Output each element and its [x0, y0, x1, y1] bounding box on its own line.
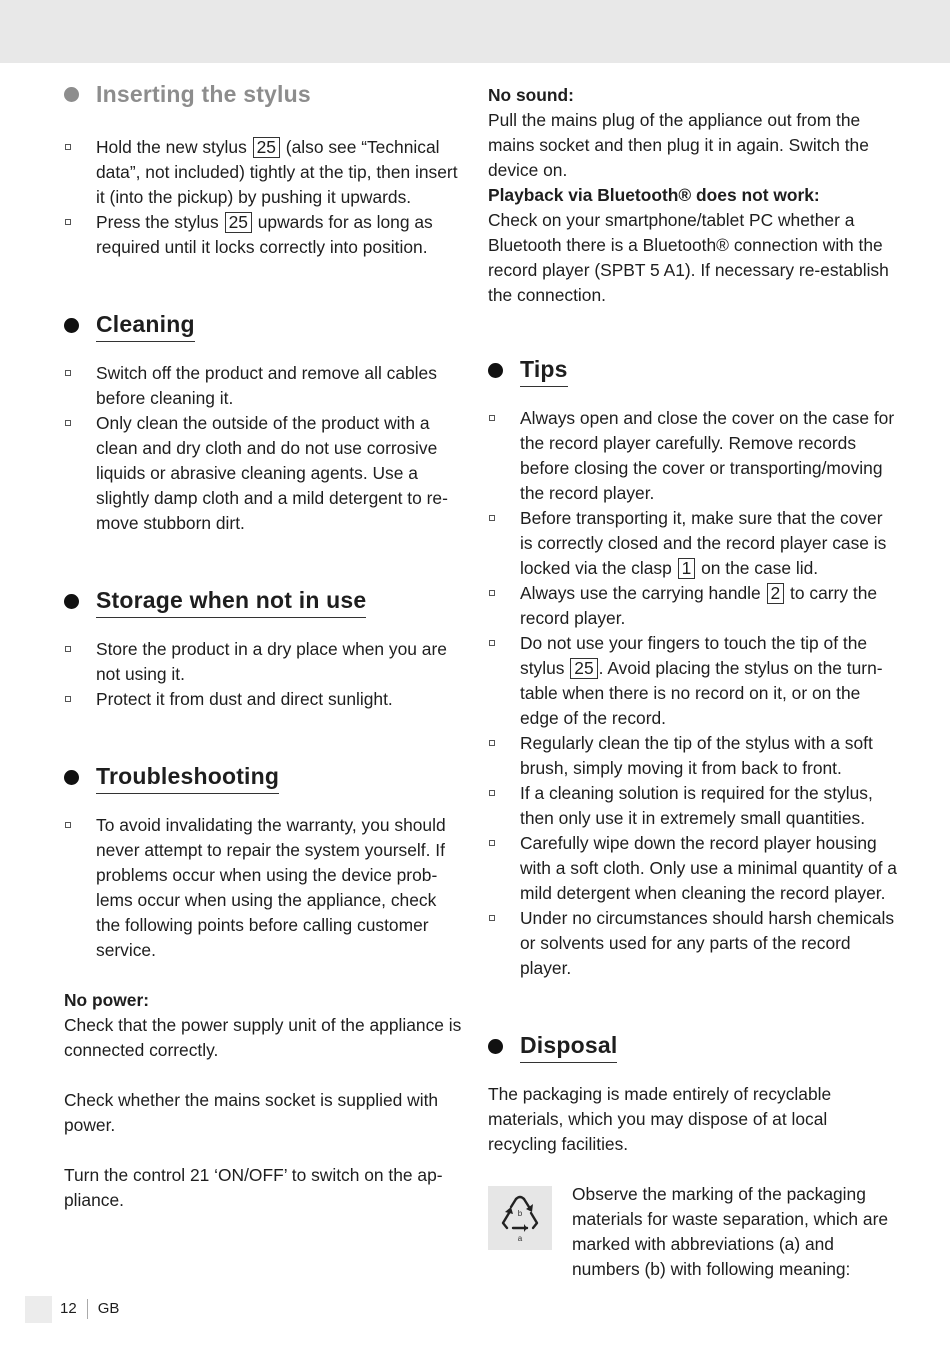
bluetooth-text: Check on your smartphone/tablet PC whether a Bluetooth there is a Bluetooth® connection with the record player (SPBT 5 A1). If necessary re-establish the connection. [488, 210, 889, 305]
checkbox-bullet-icon [65, 420, 71, 426]
list-item [64, 687, 464, 712]
item-text: Before transporting it, make sure that the cover is correctly closed and the record player case is locked via the clasp [520, 508, 887, 578]
checkbox-bullet-icon [489, 740, 495, 746]
tips-list [488, 406, 898, 981]
recycle-number-label: b [517, 1209, 523, 1218]
list-item [488, 731, 898, 781]
storage-list [64, 637, 464, 712]
list-item [488, 631, 898, 731]
footer-divider [87, 1299, 88, 1319]
item-text: . Avoid placing the stylus on the turn-table when there is no record on it, or on the edge of the record. [520, 658, 883, 728]
heading-text: Inserting the stylus [96, 81, 311, 107]
recycle-abbrev-label: a [517, 1234, 523, 1243]
no-power-label: No power: [64, 990, 150, 1010]
footer [60, 1298, 119, 1320]
list-item [64, 210, 464, 260]
section-heading-tips [488, 353, 898, 387]
part-reference: 25 [253, 137, 280, 158]
bullet-dot-icon [64, 87, 79, 102]
item-text: on the case lid. [696, 558, 819, 578]
item-text: Carefully wipe down the record player housing with a soft cloth. Only use a minimal quantity of a mild detergent when cleaning the record player. [520, 833, 897, 903]
footer-page-marker [25, 1296, 52, 1323]
section-heading-troubleshooting [64, 760, 464, 794]
checkbox-bullet-icon [65, 144, 71, 150]
list-item [64, 813, 464, 963]
item-text: Store the product in a dry place when you are not using it. [96, 639, 447, 684]
section-heading-disposal [488, 1029, 898, 1063]
part-reference: 2 [767, 583, 785, 604]
item-text: If a cleaning solution is required for the stylus, then only use it in extremely small quantities. [520, 783, 873, 828]
section-heading-inserting-stylus [64, 78, 464, 111]
checkbox-bullet-icon [65, 646, 71, 652]
item-text: Regularly clean the tip of the stylus with a soft brush, simply moving it from back to front. [520, 733, 873, 778]
no-power-text: Turn the control 21 ‘ON/OFF’ to switch on the ap-pliance. [64, 1165, 443, 1210]
heading-text: Storage when not in use [96, 584, 366, 618]
checkbox-bullet-icon [489, 915, 495, 921]
item-text: to carry the record player. [520, 583, 878, 628]
checkbox-bullet-icon [489, 415, 495, 421]
checkbox-bullet-icon [65, 696, 71, 702]
item-text: Hold the new stylus [96, 137, 252, 157]
part-reference: 25 [570, 658, 597, 679]
part-reference: 25 [225, 212, 252, 233]
list-item [64, 361, 464, 411]
list-item [64, 411, 464, 536]
heading-text: Cleaning [96, 308, 195, 342]
bullet-dot-icon [488, 1039, 503, 1054]
left-column [64, 78, 464, 1213]
item-text: Always open and close the cover on the case for the record player carefully. Remove records before closing the cover or transporting/moving the record player. [520, 408, 895, 503]
bullet-dot-icon [64, 318, 79, 333]
no-sound-text: Pull the mains plug of the appliance out from the mains socket and then plug it in again. Switch the device on. [488, 110, 869, 180]
disposal-text: The packaging is made entirely of recyclable materials, which you may dispose of at local recycling facilities. [488, 1084, 832, 1154]
list-item [64, 135, 464, 210]
bullet-dot-icon [64, 770, 79, 785]
list-item [488, 406, 898, 506]
right-column [488, 83, 898, 1282]
recycling-triangle-icon [500, 1192, 540, 1244]
item-text: Do not use your fingers to touch the tip of the stylus [520, 633, 868, 678]
recycling-symbol-icon [488, 1186, 552, 1250]
item-text: Press the stylus [96, 212, 224, 232]
recycling-text: Observe the marking of the packaging materials for waste separation, which are marked with abbreviations (a) and numbers (b) with following meaning: [572, 1184, 889, 1279]
list-item [64, 637, 464, 687]
list-item [488, 831, 898, 906]
item-text: Only clean the outside of the product with a clean and dry cloth and do not use corrosive liquids or abrasive cleaning agents. Use a slightly damp cloth and a mild detergent to re-move stubborn dirt. [96, 413, 448, 533]
no-power-text: Check that the power supply unit of the appliance is connected correctly. [64, 1015, 462, 1060]
checkbox-bullet-icon [65, 822, 71, 828]
checkbox-bullet-icon [489, 790, 495, 796]
bullet-dot-icon [64, 594, 79, 609]
item-text: upwards for as long as required until it locks correctly into position. [96, 212, 433, 257]
heading-text: Tips [520, 353, 568, 387]
section-heading-cleaning [64, 308, 464, 342]
cleaning-list [64, 361, 464, 536]
item-text: Always use the carrying handle [520, 583, 766, 603]
item-text: (also see “Technical data”, not included) tightly at the tip, then insert it (into the pickup) by pushing it upwards. [96, 137, 458, 207]
item-text: Switch off the product and remove all cables before cleaning it. [96, 363, 437, 408]
section-heading-storage [64, 584, 464, 618]
list-item [488, 506, 898, 581]
list-item [488, 906, 898, 981]
item-text: Protect it from dust and direct sunlight. [96, 689, 393, 709]
no-sound-label: No sound: [488, 85, 574, 105]
heading-text: Disposal [520, 1029, 617, 1063]
checkbox-bullet-icon [489, 515, 495, 521]
bullet-dot-icon [488, 363, 503, 378]
checkbox-bullet-icon [65, 219, 71, 225]
item-text: Under no circumstances should harsh chemicals or solvents used for any parts of the record player. [520, 908, 895, 978]
stylus-list [64, 135, 464, 260]
item-text: To avoid invalidating the warranty, you should never attempt to repair the system yourself. If problems occur when using the device prob-lems occur when using the appliance, check the following points before calling customer service. [96, 815, 446, 960]
troubleshooting-list [64, 813, 464, 963]
checkbox-bullet-icon [489, 640, 495, 646]
no-power-text: Check whether the mains socket is supplied with power. [64, 1090, 439, 1135]
heading-text: Troubleshooting [96, 760, 279, 794]
list-item [488, 781, 898, 831]
checkbox-bullet-icon [65, 370, 71, 376]
checkbox-bullet-icon [489, 590, 495, 596]
recycling-note [488, 1182, 898, 1282]
header-band [0, 0, 950, 63]
checkbox-bullet-icon [489, 840, 495, 846]
page-number: 12 [60, 1300, 77, 1317]
list-item [488, 581, 898, 631]
part-reference: 1 [678, 558, 696, 579]
language-code: GB [97, 1300, 120, 1317]
bluetooth-label: Playback via Bluetooth® does not work: [488, 185, 820, 205]
